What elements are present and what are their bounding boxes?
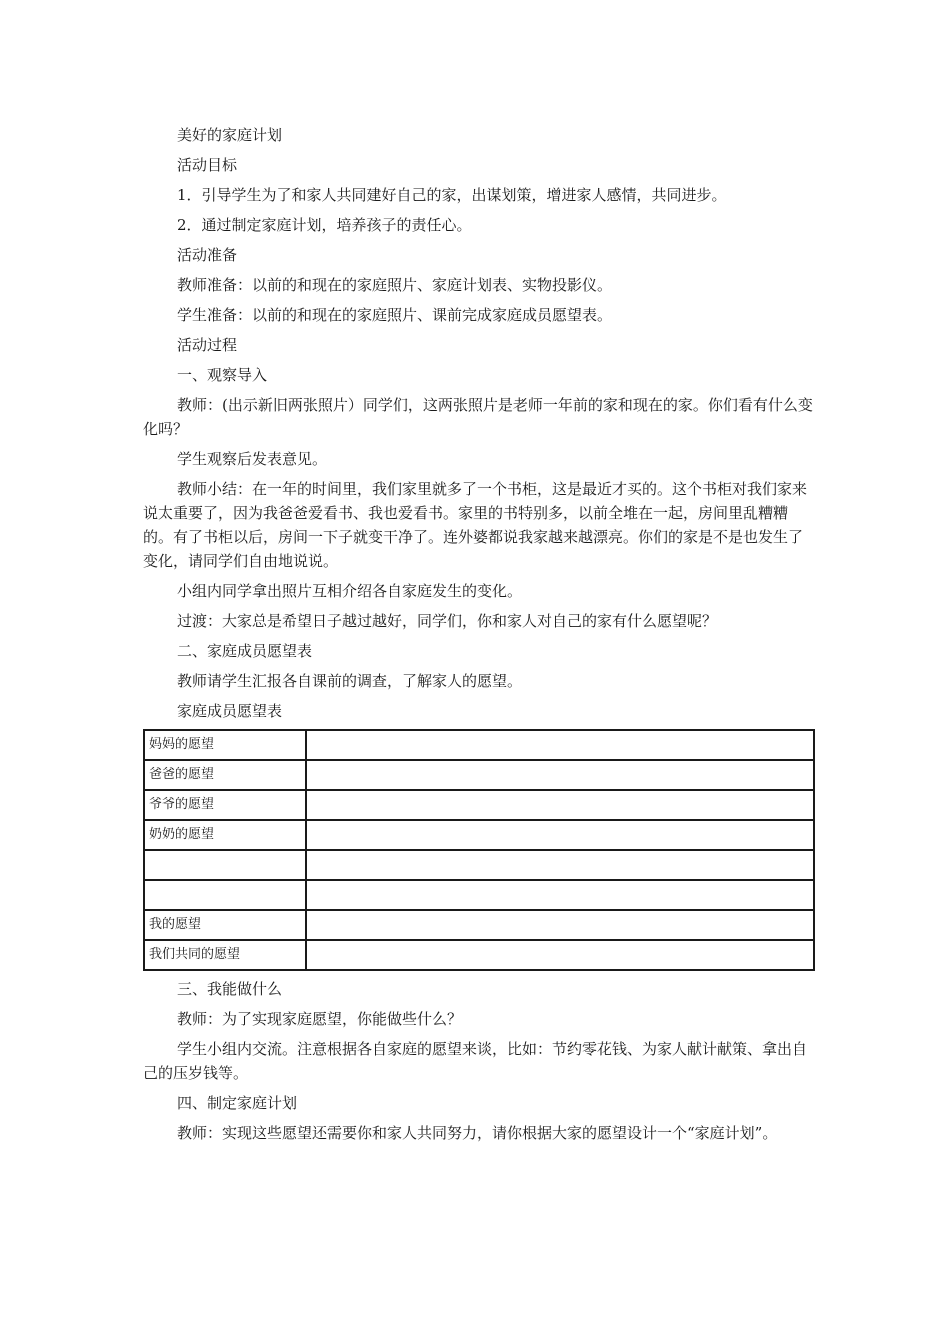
section-2-heading: 二、家庭成员愿望表 — [177, 642, 313, 660]
table-cell-label: 我们共同的愿望 — [144, 940, 306, 970]
section-4-teacher-prompt: 教师：实现这些愿望还需要你和家人共同努力，请你根据大家的愿望设计一个“家庭计划”。 — [177, 1124, 778, 1142]
table-cell-value — [306, 790, 814, 820]
table-cell-value — [306, 940, 814, 970]
table-row — [144, 880, 814, 910]
objective-2: 2．通过制定家庭计划，培养孩子的责任心。 — [177, 216, 472, 234]
table-cell-label: 奶奶的愿望 — [144, 820, 306, 850]
section-1-heading: 一、观察导入 — [177, 366, 268, 384]
section-1-transition: 过渡：大家总是希望日子越过越好，同学们，你和家人对自己的家有什么愿望呢？ — [177, 612, 718, 630]
section-1-group-activity: 小组内同学拿出照片互相介绍各自家庭发生的变化。 — [177, 582, 523, 600]
table-row — [144, 730, 814, 760]
objective-1: 1．引导学生为了和家人共同建好自己的家，出谋划策，增进家人感情，共同进步。 — [177, 186, 727, 204]
section-3-teacher-prompt: 教师：为了实现家庭愿望，你能做些什么？ — [177, 1010, 463, 1028]
document-title: 美好的家庭计划 — [177, 126, 283, 144]
table-cell-value — [306, 850, 814, 880]
process-heading: 活动过程 — [177, 336, 238, 354]
table-row — [144, 820, 814, 850]
prep-student: 学生准备：以前的和现在的家庭照片、课前完成家庭成员愿望表。 — [177, 306, 613, 324]
table-row — [144, 760, 814, 790]
table-cell-label: 爷爷的愿望 — [144, 790, 306, 820]
document-content — [143, 123, 815, 1151]
prep-teacher: 教师准备：以前的和现在的家庭照片、家庭计划表、实物投影仪。 — [177, 276, 613, 294]
table-cell-value — [306, 730, 814, 760]
table-cell-value — [306, 880, 814, 910]
section-1-teacher-prompt: 教师：(出示新旧两张照片）同学们，这两张照片是老师一年前的家和现在的家。你们看有什么变化吗？ — [143, 396, 813, 438]
table-row — [144, 850, 814, 880]
family-wish-table — [143, 729, 815, 971]
table-cell-value — [306, 760, 814, 790]
section-1-student-response: 学生观察后发表意见。 — [177, 450, 328, 468]
table-cell-label: 我的愿望 — [144, 910, 306, 940]
section-3-student-activity: 学生小组内交流。注意根据各自家庭的愿望来谈，比如：节约零花钱、为家人献计献策、拿出自己的压岁钱等。 — [143, 1040, 808, 1082]
table-cell-label: 妈妈的愿望 — [144, 730, 306, 760]
table-cell-label: 爸爸的愿望 — [144, 760, 306, 790]
section-4-heading: 四、制定家庭计划 — [177, 1094, 298, 1112]
table-cell-label — [144, 850, 306, 880]
table-cell-value — [306, 910, 814, 940]
table-row — [144, 790, 814, 820]
prep-heading: 活动准备 — [177, 246, 238, 264]
wish-table-caption: 家庭成员愿望表 — [177, 702, 283, 720]
section-1-teacher-summary: 教师小结：在一年的时间里，我们家里就多了一个书柜，这是最近才买的。这个书柜对我们家来说太重要了，因为我爸爸爱看书、我也爱看书。家里的书特别多，以前全堆在一起，房间里乱糟糟的。有了书柜以后，房间一下子就变干净了。连外婆都说我家越来越漂亮。你们的家是不是也发生了变化，请同学们自由地说说。 — [143, 480, 808, 570]
section-3-heading: 三、我能做什么 — [177, 980, 283, 998]
table-cell-label — [144, 880, 306, 910]
objectives-heading: 活动目标 — [177, 156, 238, 174]
table-row — [144, 910, 814, 940]
table-cell-value — [306, 820, 814, 850]
table-row — [144, 940, 814, 970]
section-2-intro: 教师请学生汇报各自课前的调查，了解家人的愿望。 — [177, 672, 523, 690]
